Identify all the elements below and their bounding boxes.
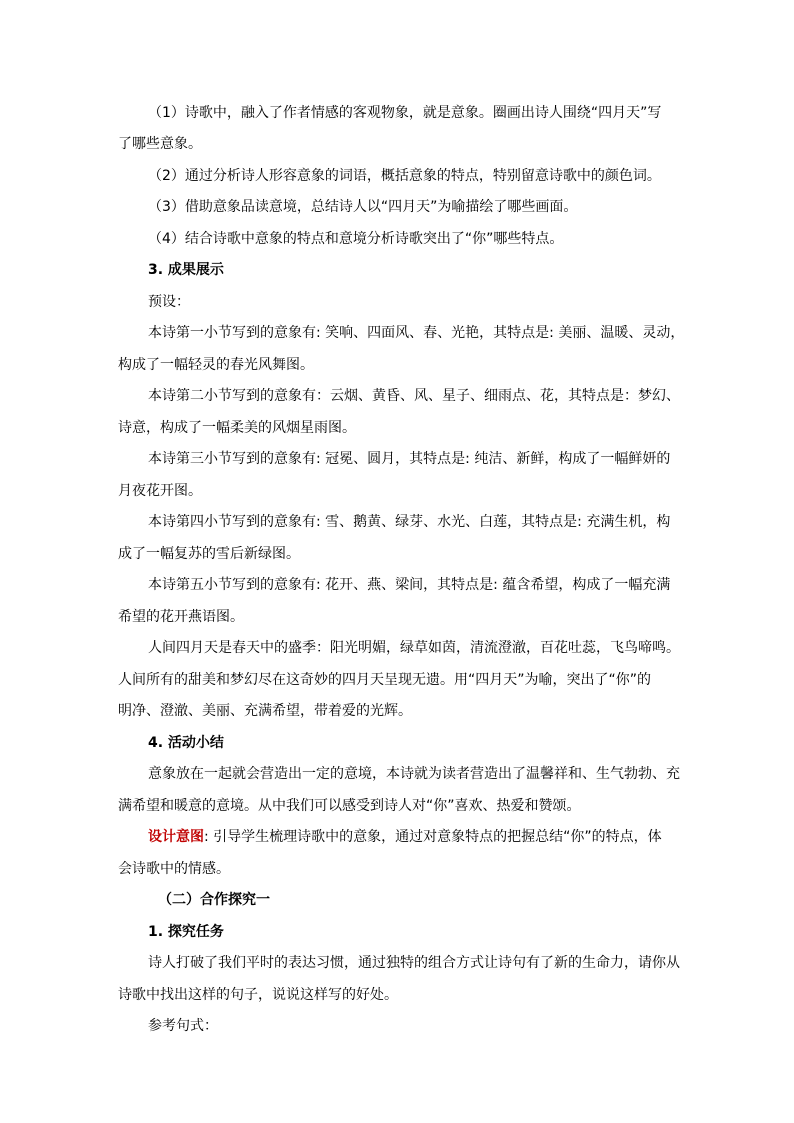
line-text: 本诗第二小节写到的意象有：云烟、黄昏、风、星子、细雨点、花，其特点是：梦幻、 (148, 388, 680, 404)
text-line (148, 449, 718, 469)
line-text: （3）借助意象品读意境，总结诗人以“四月天”为喻描绘了哪些画面。 (148, 199, 578, 215)
section-heading (148, 260, 718, 280)
text-line (148, 953, 718, 973)
text-line (148, 638, 718, 658)
line-text: 预设： (148, 294, 190, 310)
line-text: 构成了一幅轻灵的春光风舞图。 (118, 357, 314, 373)
line-text: （4）结合诗歌中意象的特点和意境分析诗歌突出了“你”哪些特点。 (148, 231, 564, 247)
line-text: : 引导学生梳理诗歌中的意象，通过对意象特点的把握总结“你”的特点，体 (204, 829, 662, 845)
text-line (148, 292, 718, 312)
line-text: 人间所有的甜美和梦幻尽在这奇妙的四月天呈现无遗。用“四月天”为喻，突出了“你”的 (118, 672, 652, 688)
line-text: 会诗歌中的情感。 (118, 861, 230, 877)
line-text: 3. 成果展示 (148, 262, 224, 278)
line-text: 1. 探究任务 (148, 924, 224, 940)
text-line (118, 418, 688, 438)
text-line (118, 670, 688, 690)
text-line (148, 827, 718, 847)
line-text: 满希望和暖意的意境。从中我们可以感受到诗人对“你”喜欢、热爱和赞颂。 (118, 798, 581, 814)
line-text: 本诗第四小节写到的意象有: 雪、鹅黄、绿芽、水光、白莲，其特点是: 充满生机，构 (148, 514, 671, 530)
line-text: 明净、澄澈、美丽、充满希望，带着爱的光辉。 (118, 703, 412, 719)
text-line (148, 197, 718, 217)
text-line (148, 764, 718, 784)
line-text: 诗意，构成了一幅柔美的风烟星雨图。 (118, 420, 356, 436)
text-line (118, 859, 688, 879)
text-line (118, 796, 688, 816)
line-text: （1）诗歌中，融入了作者情感的客观物象，就是意象。圈画出诗人围绕“四月天”写 (148, 105, 662, 121)
text-line (148, 575, 718, 595)
text-line (118, 481, 688, 501)
text-line (148, 1016, 718, 1036)
section-heading (148, 733, 718, 753)
text-line (118, 607, 688, 627)
text-line (118, 134, 688, 154)
text-line (148, 323, 718, 343)
line-text: 本诗第一小节写到的意象有: 笑响、四面风、春、光艳，其特点是: 美丽、温暖、灵动， (148, 325, 685, 341)
line-text: 希望的花开燕语图。 (118, 609, 244, 625)
line-text: 意象放在一起就会营造出一定的意境，本诗就为读者营造出了温馨祥和、生气勃勃、充 (148, 766, 680, 782)
text-line (118, 544, 688, 564)
text-line (148, 166, 718, 186)
text-line (118, 355, 688, 375)
line-text: 了哪些意象。 (118, 136, 202, 152)
text-line (148, 512, 718, 532)
line-text: 诗人打破了我们平时的表达习惯，通过独特的组合方式让诗句有了新的生命力，请你从 (148, 955, 680, 971)
text-line (118, 701, 688, 721)
line-text: 本诗第五小节写到的意象有: 花开、燕、梁间，其特点是: 蕴含希望，构成了一幅充满 (148, 577, 671, 593)
line-text: 月夜花开图。 (118, 483, 202, 499)
line-text: 人间四月天是春天中的盛季：阳光明媚，绿草如茵，清流澄澈，百花吐蕊，飞鸟啼鸣。 (148, 640, 680, 656)
section-heading (158, 890, 728, 910)
text-line (148, 386, 718, 406)
design-intent-label: 设计意图 (148, 829, 204, 845)
line-text: （2）通过分析诗人形容意象的词语，概括意象的特点，特别留意诗歌中的颜色词。 (148, 168, 661, 184)
line-text: （二）合作探究一 (158, 892, 270, 908)
line-text: 诗歌中找出这样的句子，说说这样写的好处。 (118, 987, 398, 1003)
line-text: 本诗第三小节写到的意象有: 冠冕、圆月，其特点是: 纯洁、新鲜，构成了一幅鲜妍的 (148, 451, 671, 467)
line-text: 成了一幅复苏的雪后新绿图。 (118, 546, 300, 562)
text-line (118, 985, 688, 1005)
line-text: 参考句式： (148, 1018, 218, 1034)
section-heading (148, 922, 718, 942)
line-text: 4. 活动小结 (148, 735, 224, 751)
text-line (148, 103, 718, 123)
text-line (148, 229, 718, 249)
